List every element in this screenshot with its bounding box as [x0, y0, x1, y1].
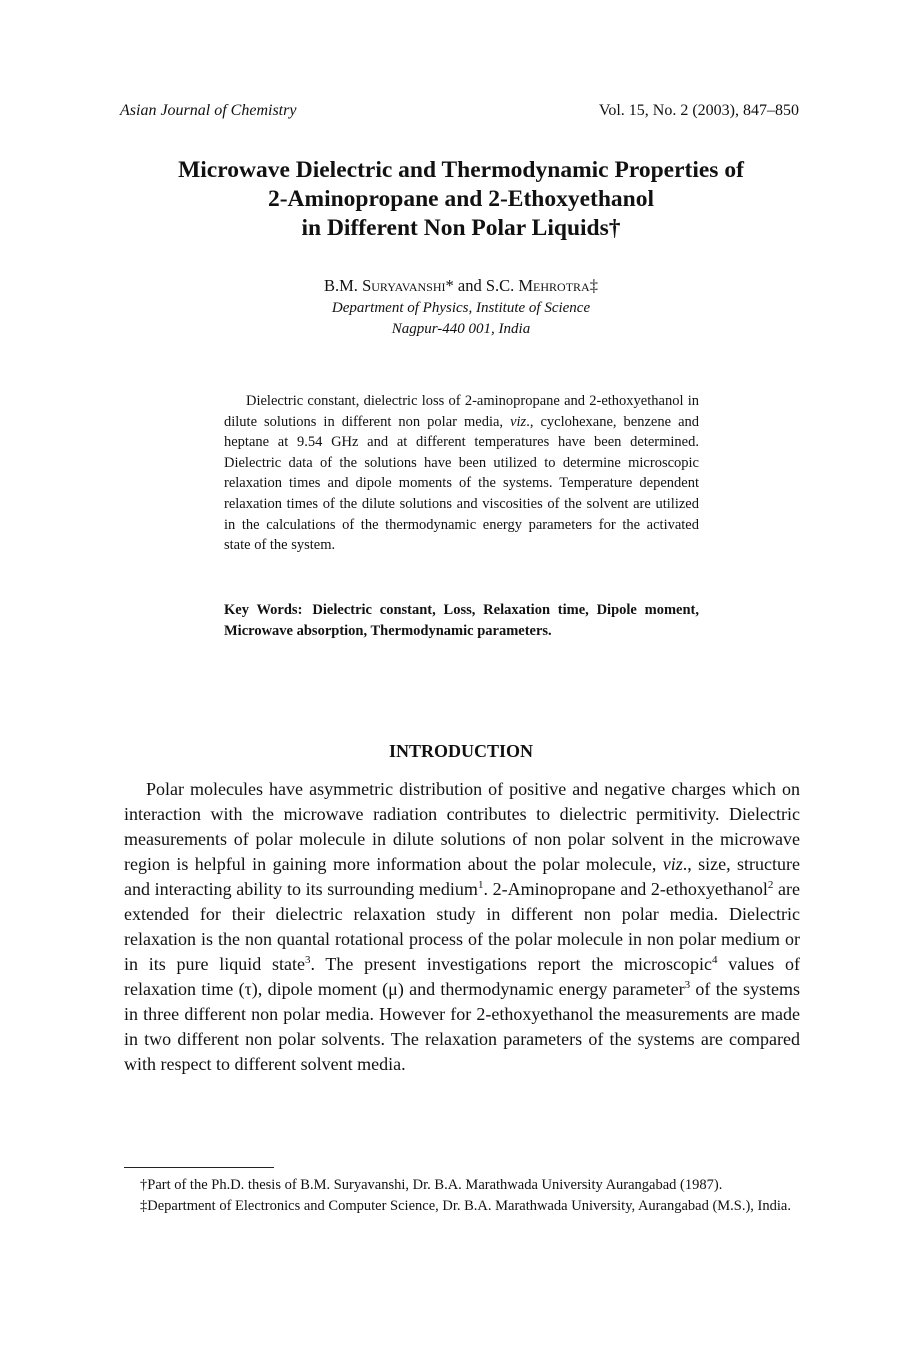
section-heading: INTRODUCTION [388, 741, 534, 761]
author-initials: B.M. [324, 276, 363, 295]
intro-text: ., size, structure and interacting ability to its surrounding medium [124, 854, 800, 899]
abstract-viz: viz [510, 413, 527, 430]
intro-text: . The present investigations report the microscopic [310, 954, 713, 974]
author-surname: Mehrotra [518, 276, 590, 295]
author-mark: * [445, 276, 454, 295]
intro-text: are extended for their dielectric relaxation study in different non polar media. Dielectric relaxation is the non quantal rotational process of the polar molecule in non polar medium or in its pure liquid state [124, 879, 800, 974]
author-mark: ‡ [589, 276, 598, 295]
author-conjunction: and [453, 276, 486, 295]
abstract-text: ., cyclohexane, benzene and heptane at 9.54 GHz and at different temperatures have been determined. Dielectric data of the solutions have been utilized to determine microscopic relaxation times and dipole moments of the systems. Temperature dependent relaxation times of the dilute solutions and viscosities of the solvent are utilized in the calculations of the thermodynamic energy parameters for the activated state of the system. [224, 413, 700, 554]
citation-ref: 4 [712, 954, 718, 966]
journal-name: Asian Journal of Chemistry [120, 102, 297, 119]
author-initials: S.C. [485, 276, 519, 295]
footnotes [124, 1176, 800, 1216]
author-surname: Suryavanshi [362, 276, 446, 295]
citation-ref: 3 [304, 954, 311, 966]
affiliation-line: Department of Physics, Institute of Science [331, 300, 591, 316]
keywords-label: Key Words: [224, 602, 303, 618]
intro-text: . 2-Aminopropane and 2-ethoxyethanol [483, 879, 768, 899]
intro-text: values of relaxation time (τ), dipole moment (μ) and thermodynamic energy parameter [124, 954, 800, 999]
citation-ref: 2 [767, 879, 774, 891]
keywords-text: Dielectric constant, Loss, Relaxation time, Dipole moment, Microwave absorption, Thermodynamic parameters. [224, 602, 700, 639]
footnote-divider [124, 1167, 274, 1168]
paper-title [80, 156, 842, 243]
intro-text: of the systems in three different non polar media. However for 2-ethoxyethanol the measurements are made in two different non polar solvents. The relaxation parameters of the systems are compared with respect to different solvent media. [124, 979, 800, 1074]
affiliation [80, 298, 842, 340]
title-line: 2-Aminopropane and 2-Ethoxyethanol [267, 186, 655, 212]
title-line: in Different Non Polar Liquids† [301, 215, 621, 241]
affiliation-line: Nagpur-440 001, India [391, 321, 531, 337]
author-list [80, 276, 842, 296]
volume-info: Vol. 15, No. 2 (2003), 847–850 [598, 102, 799, 119]
abstract-text: Dielectric constant, dielectric loss of 2-aminopropane and 2-ethoxyethanol in dilute solutions in different non polar media, [224, 393, 699, 430]
intro-viz: viz [662, 854, 683, 874]
footnote-thesis: †Part of the Ph.D. thesis of B.M. Suryavanshi, Dr. B.A. Marathwada University Aurangabad (1987). [140, 1177, 723, 1193]
footnote-affiliation: ‡Department of Electronics and Computer Science, Dr. B.A. Marathwada University, Aurangabad (M.S.), India. [140, 1198, 791, 1214]
abstract [224, 391, 699, 556]
title-line: Microwave Dielectric and Thermodynamic Properties of [178, 157, 744, 183]
introduction-paragraph [124, 777, 800, 1077]
intro-text: Polar molecules have asymmetric distribution of positive and negative charges which on interaction with the microwave radiation contributes to dielectric permitivity. Dielectric measurements of polar molecule in dilute solutions of non polar solvent in the microwave region is helpful in gaining more information about the polar molecule, [124, 779, 800, 874]
citation-ref: 3 [684, 979, 691, 991]
citation-ref: 1 [477, 879, 484, 891]
keywords [224, 600, 699, 642]
